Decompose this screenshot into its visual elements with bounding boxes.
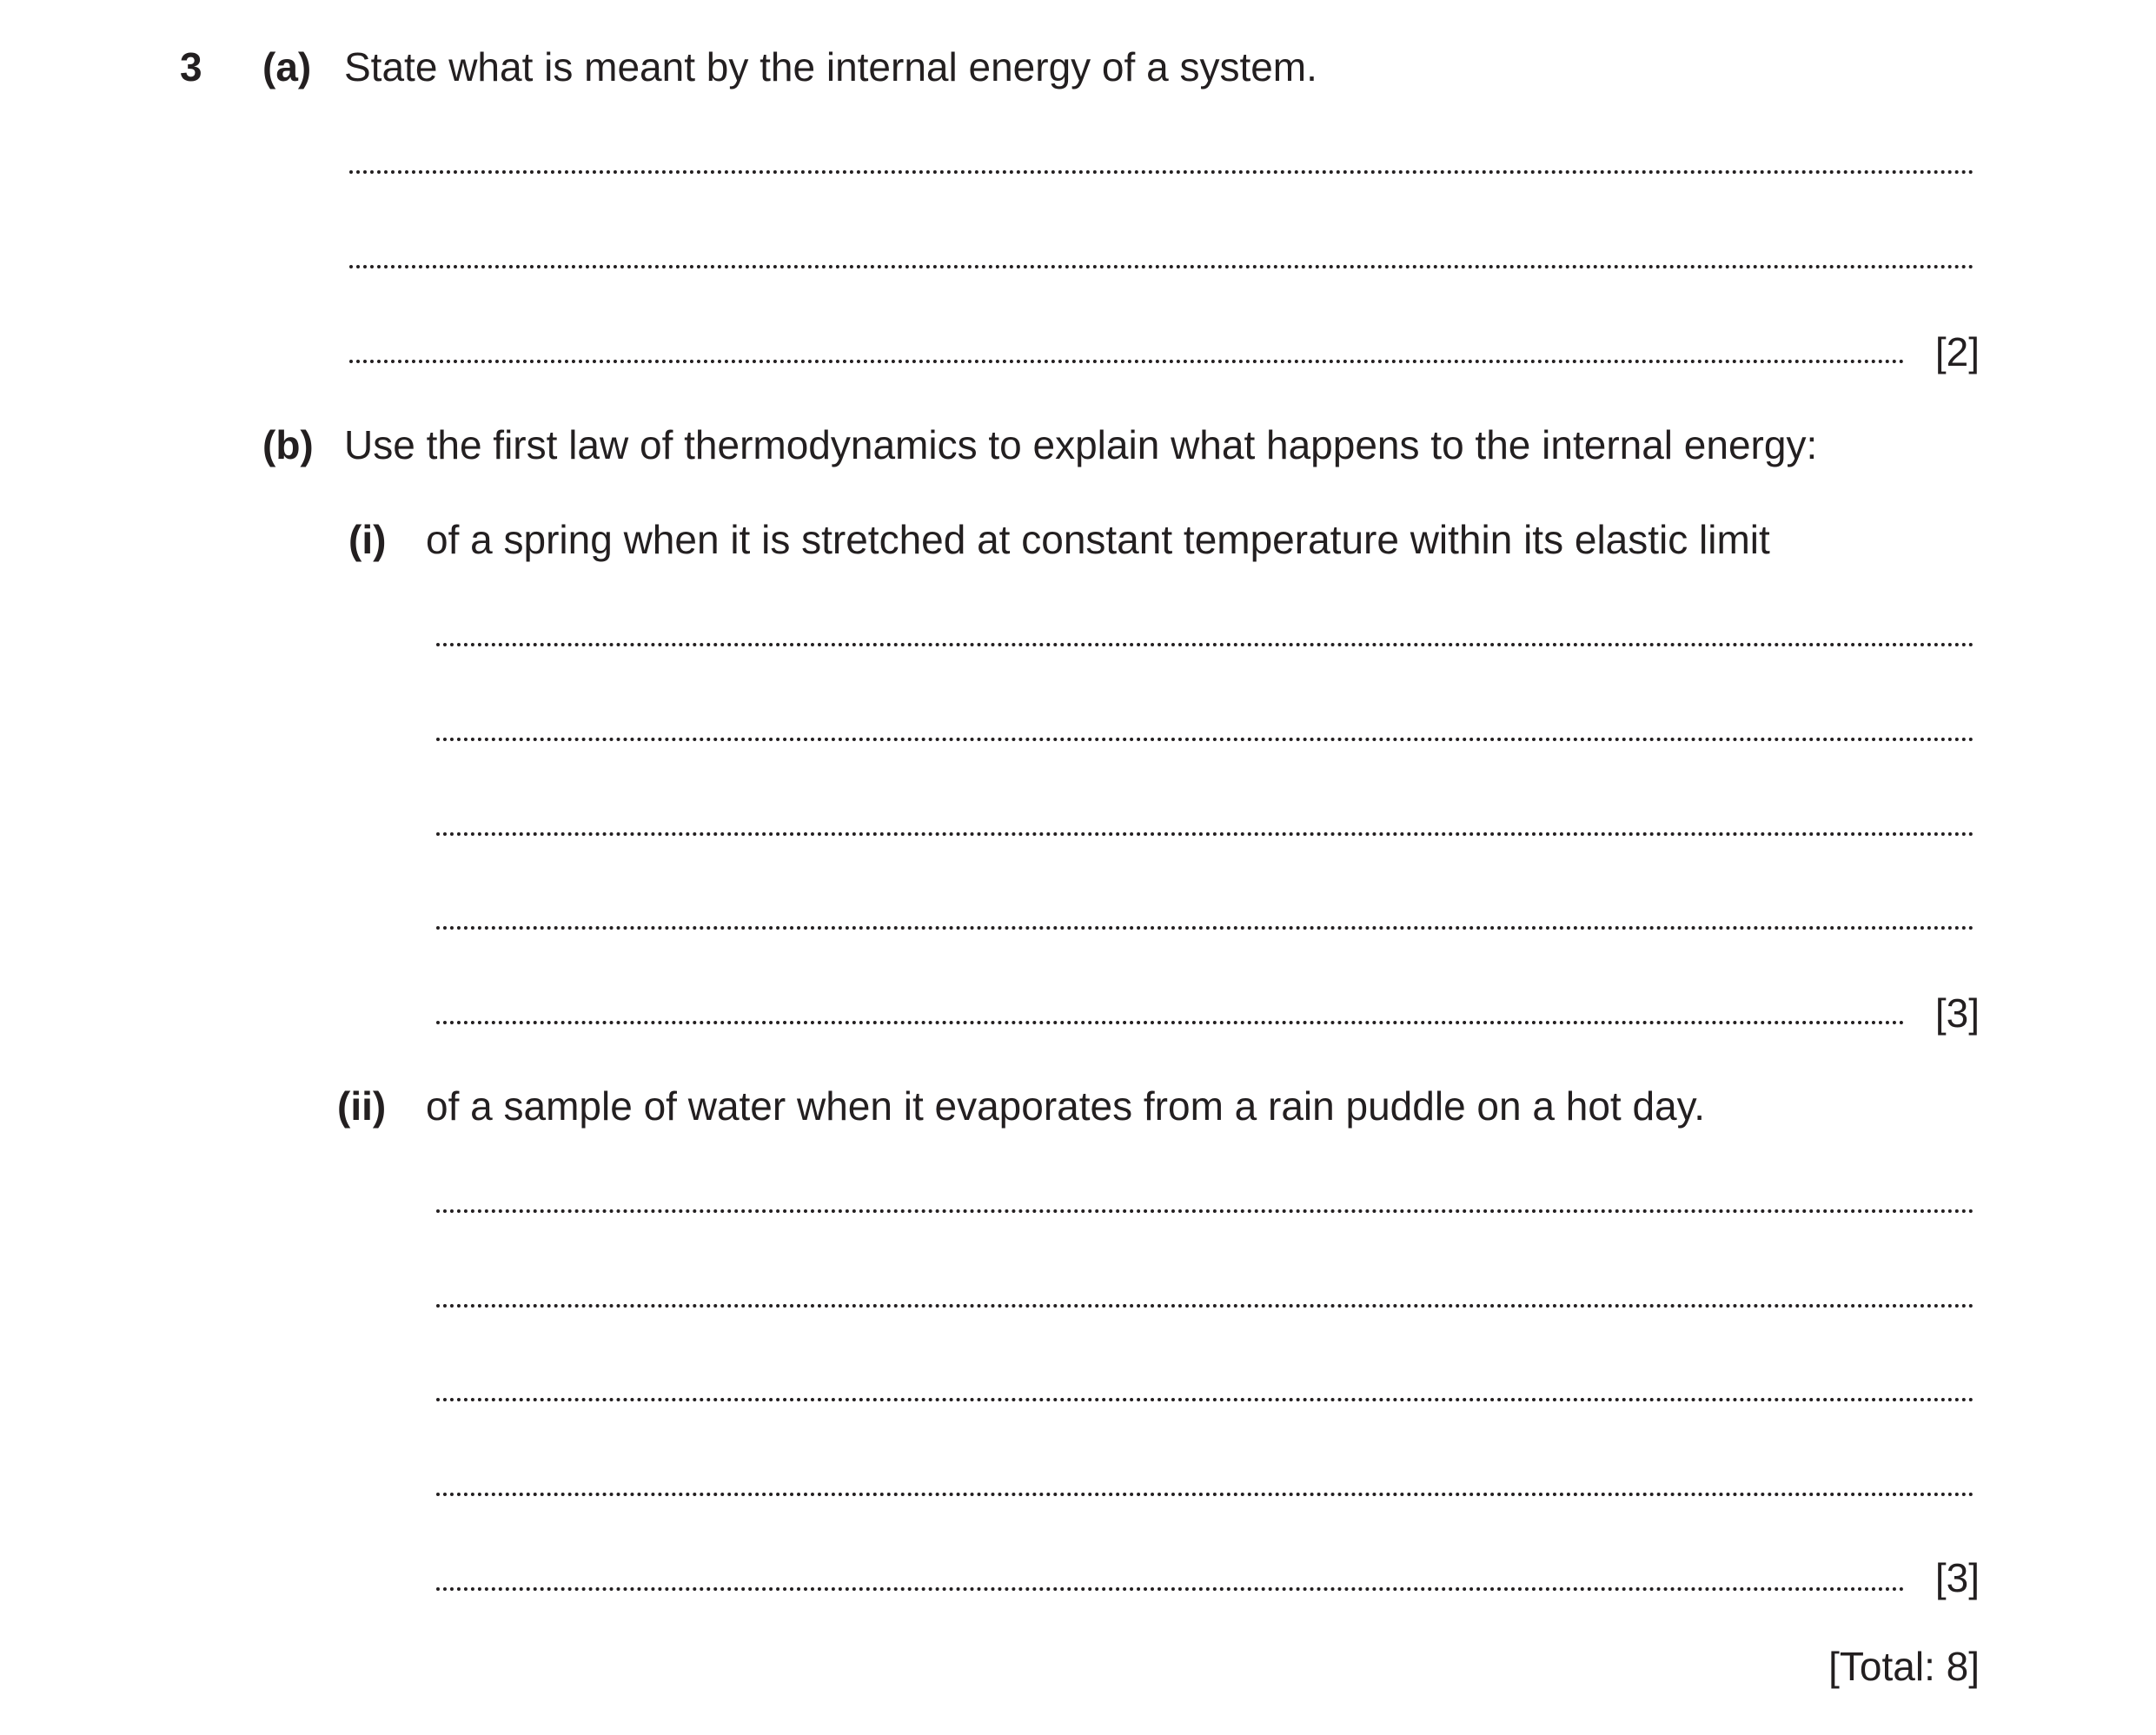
answer-line-b-i-5[interactable]: [436, 1021, 1905, 1024]
answer-line-a-2[interactable]: [349, 265, 1974, 268]
answer-line-b-i-3[interactable]: [436, 832, 1974, 836]
part-b-i-question-text: of a spring when it is stretched at constant temperature within its elastic limit: [426, 517, 1770, 562]
part-a-question-text: State what is meant by the internal energy of a system.: [344, 44, 1317, 89]
part-b-question-text: Use the first law of thermodynamics to explain what happens to the internal energy:: [344, 422, 1818, 467]
answer-line-a-3[interactable]: [349, 360, 1905, 363]
answer-line-b-ii-4[interactable]: [436, 1493, 1974, 1496]
answer-line-b-i-1[interactable]: [436, 643, 1974, 646]
part-b-ii-question-text: of a sample of water when it evaporates from a rain puddle on a hot day.: [426, 1083, 1705, 1129]
marks-b-i: [3]: [1934, 990, 1980, 1036]
answer-line-b-i-2[interactable]: [436, 738, 1974, 741]
answer-line-b-ii-5[interactable]: [436, 1587, 1905, 1591]
answer-line-a-1[interactable]: [349, 170, 1974, 174]
part-a-label: (a): [262, 44, 312, 89]
part-b-ii-label: (ii): [337, 1083, 387, 1129]
marks-a: [2]: [1934, 329, 1980, 374]
answer-line-b-ii-2[interactable]: [436, 1304, 1974, 1308]
answer-line-b-ii-3[interactable]: [436, 1398, 1974, 1401]
answer-line-b-i-4[interactable]: [436, 926, 1974, 930]
part-b-label: (b): [262, 422, 314, 467]
marks-b-ii: [3]: [1934, 1555, 1980, 1600]
total-marks: [Total: 8]: [1828, 1644, 1980, 1689]
question-number: 3: [180, 44, 202, 89]
part-b-i-label: (i): [348, 517, 387, 562]
answer-line-b-ii-1[interactable]: [436, 1209, 1974, 1213]
